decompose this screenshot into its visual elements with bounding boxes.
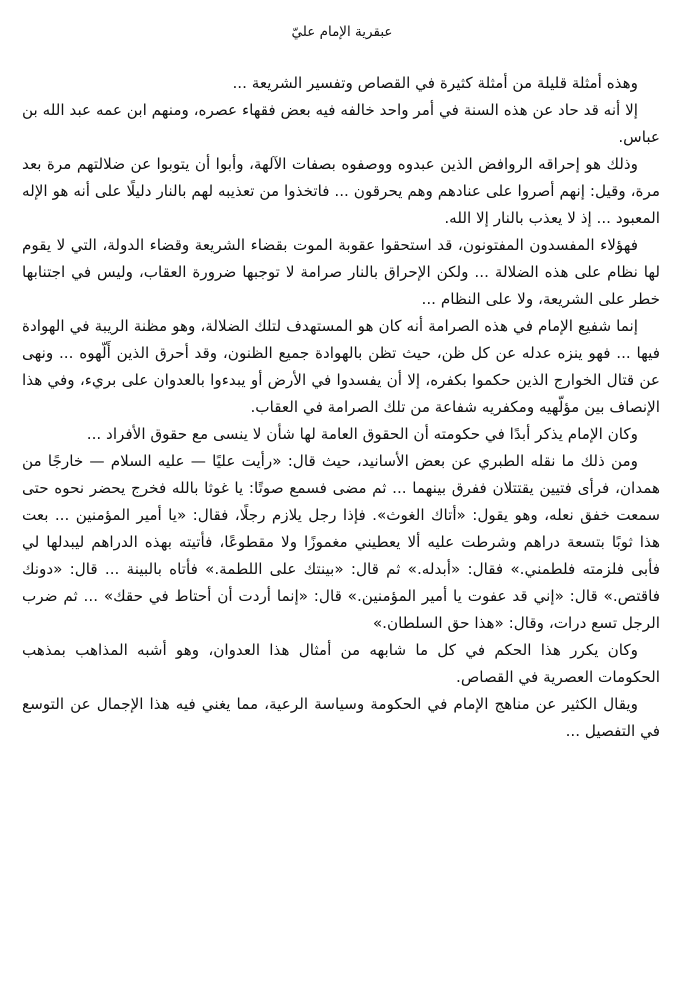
body-text xyxy=(22,70,660,745)
paragraph-7: ومن ذلك ما نقله الطبري عن بعض الأسانيد، حيث قال: «رأيت عليًا — عليه السلام — خارجًا من همدان، فرأى فتيين يقتتلان ففرق بينهما ... ثم مضى فسمع صوتًا: يا غوثا بالله فخرج يحضر نحوه حتى سمعت خفق نعله، وهو يقول: «أتاك الغوث». فإذا رجل يلازم رجلًا، فقال: «يا أمير المؤمنين ... بعت هذا ثوبًا بتسعة دراهم وشرطت عليه ألا يعطيني مغموزًا ولا مقطوعًا، فأتيته بهذه الدراهم ليبدلها لي فأبى فلزمته فلطمني.» فقال: «أبدله.» ثم قال: «بينتك على اللطمة.» فأتاه بالبينة ... قال: «دونك فاقتص.» قال: «إني قد عفوت يا أمير المؤمنين.» قال: «إنما أردت أن أحتاط في حقك» ... ثم ضرب الرجل تسع درات، وقال: «هذا حق السلطان.» xyxy=(22,452,660,632)
paragraph-2: إلا أنه قد حاد عن هذه السنة في أمر واحد خالفه فيه بعض فقهاء عصره، ومنهم ابن عمه عبد الله بن عباس. xyxy=(22,101,660,146)
paragraph-5: إنما شفيع الإمام في هذه الصرامة أنه كان هو المستهدف لتلك الضلالة، وهو مظنة الريبة في الهوادة فيها ... فهو ينزه عدله عن كل ظن، حيث تظن بالهوادة جميع الظنون، وقد أحرق الذين أَلّهوه ... ونهى عن قتال الخوارج الذين حكموا بكفره، إلا أن يفسدوا في الأرض أو يبدءوا بالعدوان على بريء، وفي هذا الإنصاف بين مؤلّهيه ومكفريه شفاعة من تلك الصرامة في العقاب. xyxy=(22,317,660,416)
paragraph-1: وهذه أمثلة قليلة من أمثلة كثيرة في القصاص وتفسير الشريعة ... xyxy=(232,74,638,92)
running-header-title: عبقرية الإمام عليّ xyxy=(291,24,393,40)
paragraph-3: وذلك هو إحراقه الروافض الذين عبدوه ووصفوه بصفات الآلهة، وأبوا أن يتوبوا عن ضلالتهم مرة بعد مرة، وقيل: إنهم أصروا على عنادهم وهم يحرقون ... فاتخذوا من تعذيبه لهم بالنار دليلًا على أنه هو الإله المعبود ... إذ لا يعذب بالنار إلا الله. xyxy=(22,155,660,227)
paragraph-8: وكان يكرر هذا الحكم في كل ما شابهه من أمثال هذا العدوان، وهو أشبه المذاهب بمذهب الحكومات العصرية في القصاص. xyxy=(22,641,660,686)
paragraph-9: ويقال الكثير عن مناهج الإمام في الحكومة وسياسة الرعية، مما يغني فيه هذا الإجمال عن التوسع في التفصيل ... xyxy=(22,695,660,740)
paragraph-4: فهؤلاء المفسدون المفتونون، قد استحقوا عقوبة الموت بقضاء الشريعة وقضاء الدولة، التي لا يقوم لها نظام على هذه الضلالة ... ولكن الإحراق بالنار صرامة لا توجبها ضرورة العقاب، وليس في اجتنابها خطر على الشريعة، ولا على النظام ... xyxy=(22,236,660,308)
paragraph-6: وكان الإمام يذكر أبدًا في حكومته أن الحقوق العامة لها شأن لا ينسى مع حقوق الأفراد ... xyxy=(86,425,638,443)
